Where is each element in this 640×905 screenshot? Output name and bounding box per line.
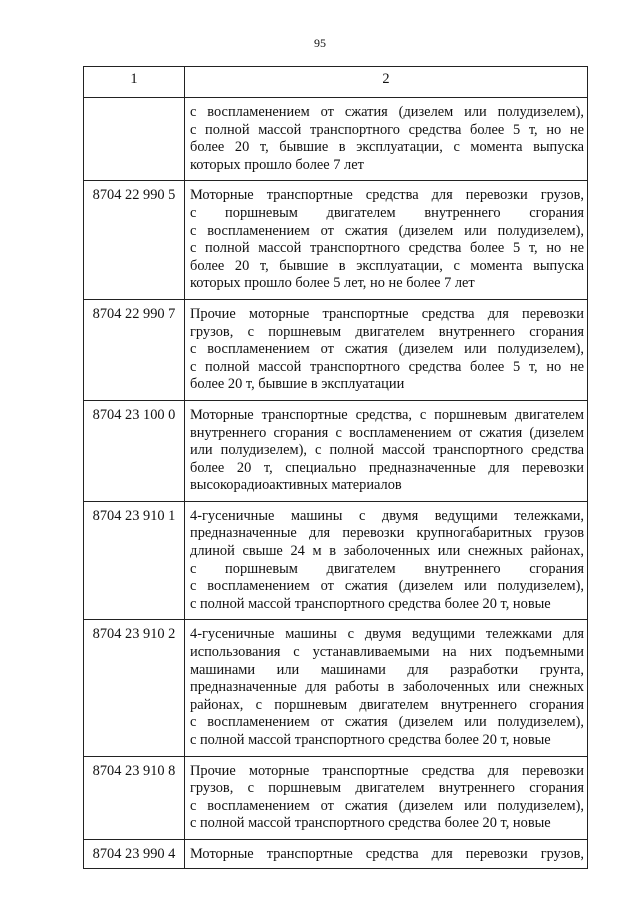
description-line: более 20 т, бывшие в эксплуатации [190, 376, 405, 393]
description-line: Моторные транспортные средства для перевозки грузов, [190, 845, 584, 862]
description-line: с поршневым двигателем внутреннего сгорания [190, 560, 584, 577]
row-description [185, 400, 588, 501]
description-line: которых прошло более 5 лет, но не более 7 лет [190, 275, 475, 292]
description-line: с воспламенением от сжатия (дизелем или полудизелем), [190, 714, 584, 731]
description-line: с воспламенением от сжатия (дизелем или полудизелем), [190, 222, 584, 239]
description-line: Моторные транспортные средства, с поршневым двигателем [190, 406, 584, 423]
row-description [185, 181, 588, 300]
description-line: внутреннего сгорания с воспламенением от сжатия (дизелем [190, 424, 584, 441]
table-row [84, 181, 588, 300]
row-description [185, 501, 588, 620]
table-row [84, 620, 588, 756]
description-line: предназначенные для перевозки крупногабаритных грузов [190, 525, 584, 542]
row-code [84, 98, 185, 181]
table-row [84, 98, 588, 181]
table-row [84, 756, 588, 839]
description-line: с воспламенением от сжатия (дизелем или полудизелем), [190, 797, 584, 814]
row-code: 8704 23 100 0 [84, 400, 185, 501]
description-line: грузов, с поршневым двигателем внутреннего сгорания [190, 780, 584, 797]
description-line: с полной массой транспортного средства более 5 т, но не [190, 121, 584, 138]
description-line: длиной свыше 24 м в заболоченных или снежных районах, [190, 543, 584, 560]
description-line: предназначенные для работы в заболоченных или снежных [190, 679, 584, 696]
description-line: 4-гусеничные машины с двумя ведущими тележками, [190, 507, 584, 524]
tariff-code-table [83, 66, 588, 869]
description-line: районах, с поршневым двигателем внутреннего сгорания [190, 696, 584, 713]
description-line: Моторные транспортные средства для перевозки грузов, [190, 187, 584, 204]
row-code: 8704 23 910 1 [84, 501, 185, 620]
description-line: с воспламенением от сжатия (дизелем или полудизелем), [190, 578, 584, 595]
description-line: с полной массой транспортного средства более 20 т, новые [190, 595, 551, 612]
row-description [185, 620, 588, 756]
table-row [84, 299, 588, 400]
row-description [185, 839, 588, 868]
row-description [185, 299, 588, 400]
description-line: машинами или машинами для разработки грунта, [190, 661, 584, 678]
description-line: с полной массой транспортного средства более 5 т, но не [190, 358, 584, 375]
description-line: более 20 т, бывшие в эксплуатации, с момента выпуска [190, 139, 584, 156]
description-line: или полудизелем), с полной массой транспортного средства [190, 442, 584, 459]
description-line: с полной массой транспортного средства более 20 т, новые [190, 732, 551, 748]
page-number: 95 [314, 36, 326, 50]
description-line: 4-гусеничные машины с двумя ведущими тележками для [190, 626, 584, 643]
description-line: использования с устанавливаемыми на них подъемными [190, 644, 584, 661]
table-header-row [84, 67, 588, 98]
description-line: с поршневым двигателем внутреннего сгорания [190, 204, 584, 221]
description-line: грузов, с поршневым двигателем внутреннего сгорания [190, 323, 584, 340]
description-line: с воспламенением от сжатия (дизелем или полудизелем), [190, 341, 584, 358]
row-description [185, 756, 588, 839]
row-description [185, 98, 588, 181]
description-line: Прочие моторные транспортные средства для перевозки [190, 762, 584, 779]
table-row [84, 400, 588, 501]
description-line: Прочие моторные транспортные средства для перевозки [190, 305, 584, 322]
table-row [84, 839, 588, 868]
table-row [84, 501, 588, 620]
description-line: с воспламенением от сжатия (дизелем или полудизелем), [190, 104, 584, 120]
description-line: более 20 т, бывшие в эксплуатации, с момента выпуска [190, 257, 584, 274]
description-line: более 20 т, специально предназначенные для перевозки [190, 459, 584, 476]
column-header-code: 1 [84, 67, 185, 98]
description-line: высокорадиоактивных материалов [190, 477, 402, 494]
row-code: 8704 22 990 7 [84, 299, 185, 400]
description-line: с полной массой транспортного средства более 20 т, новые [190, 815, 551, 832]
row-code: 8704 22 990 5 [84, 181, 185, 300]
row-code: 8704 23 910 2 [84, 620, 185, 756]
column-header-description: 2 [185, 67, 588, 98]
row-code: 8704 23 990 4 [84, 839, 185, 868]
description-line: с полной массой транспортного средства более 5 т, но не [190, 240, 584, 257]
description-line: которых прошло более 7 лет [190, 156, 364, 173]
row-code: 8704 23 910 8 [84, 756, 185, 839]
